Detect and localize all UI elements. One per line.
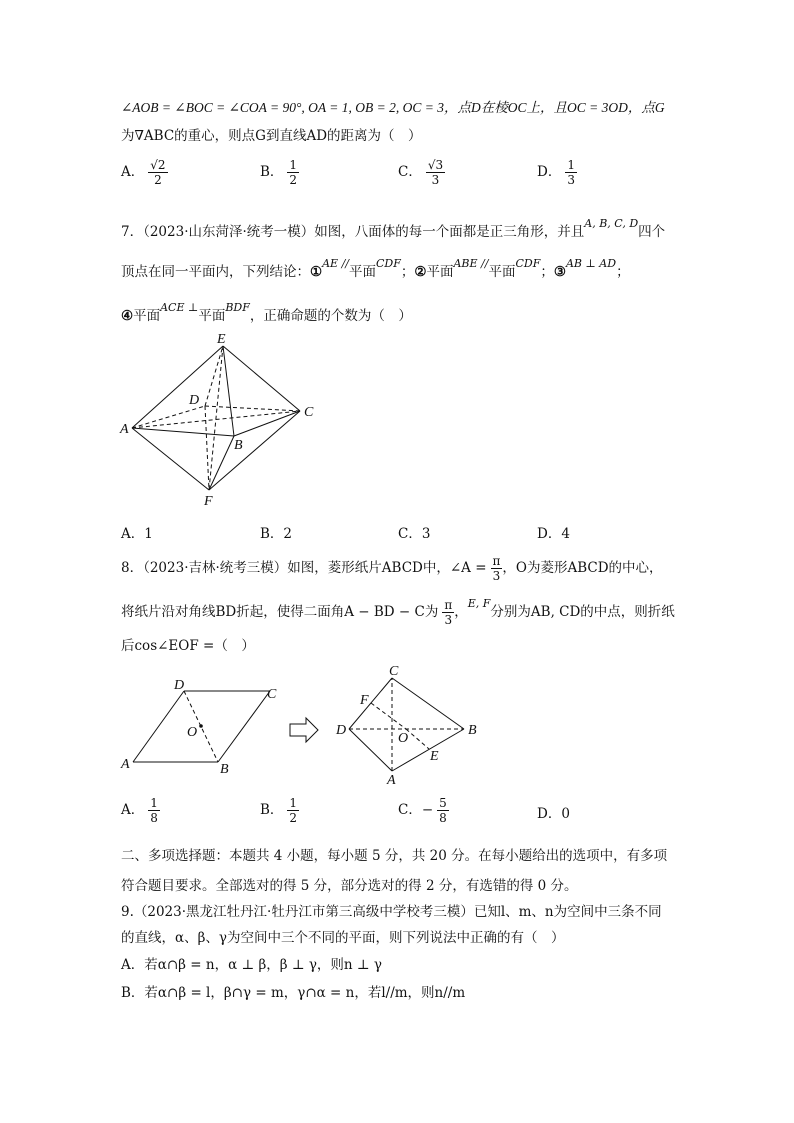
q8-option-a[interactable]: A． $\frac{1}{8}$ bbox=[121, 796, 158, 825]
q8-fold-figure bbox=[110, 660, 500, 790]
rhombus-BC bbox=[218, 691, 270, 762]
q6-option-d[interactable]: D． $\frac{1}{3}$ bbox=[537, 158, 575, 187]
edge-EF bbox=[209, 346, 223, 490]
label-fig2-A: A bbox=[387, 773, 396, 788]
edge-AE bbox=[132, 346, 223, 428]
q8-stem-line1: 8．（2023·吉林·统考三模）如图，菱形纸片ABCD中，∠A = $\frac{\pi}{3}$ ，O为菱形ABCD的中心， bbox=[121, 554, 663, 583]
q9-option-b[interactable]: B．若α∩β = l，β∩γ = m，γ∩α = n，若l//m，则n//m bbox=[121, 985, 466, 1001]
edge-CF bbox=[209, 411, 300, 490]
label-D: D bbox=[189, 393, 200, 408]
folded-FO bbox=[371, 703, 406, 729]
label-fig2-O: O bbox=[398, 731, 409, 746]
label-E: E bbox=[217, 332, 226, 347]
edge-EC bbox=[223, 346, 300, 411]
q8-stem-line2: 将纸片沿对角线BD折起，使得二面角A − BD − C为 $\frac{\pi}{3}$ ，$^{E, F}$分别为AB, CD的中点，则折纸 bbox=[121, 597, 675, 627]
edge-DF bbox=[205, 406, 209, 490]
q6-stem-line2: 为∇ABC的重心，则点G到直线AD的距离为（ ） bbox=[121, 128, 422, 144]
edge-EB bbox=[223, 346, 234, 436]
q6-option-a[interactable]: A． $\frac{√2}{2}$ bbox=[121, 158, 166, 187]
label-B: B bbox=[234, 438, 243, 453]
label-fig2-E: E bbox=[430, 749, 439, 764]
q7-octahedron-figure bbox=[110, 330, 350, 510]
q8-stem-line3: 后cos∠EOF =（ ） bbox=[121, 638, 255, 654]
edge-BF bbox=[209, 436, 234, 490]
label-fig1-D: D bbox=[174, 678, 185, 693]
q9-option-a[interactable]: A．若α∩β = n，α ⊥ β，β ⊥ γ，则n ⊥ γ bbox=[121, 957, 382, 973]
q7-stem-line2: 顶点在同一平面内，下列结论：①$^{AE //}$平面$^{CDF}$；②平面$^{ABE //}$平面$^{CDF}$；③$^{AB \perp AD}$； bbox=[121, 257, 630, 280]
q7-option-b[interactable]: B．2 bbox=[260, 526, 293, 542]
q7-option-a[interactable]: A．1 bbox=[121, 526, 153, 542]
label-fig1-C: C bbox=[267, 687, 277, 702]
section2-heading-line2: 符合题目要求。全部选对的得 5 分，部分选对的得 2 分，有选错的得 0 分。 bbox=[121, 878, 578, 894]
label-fig2-D: D bbox=[336, 723, 347, 738]
q8-option-c[interactable]: C．− $\frac{5}{8}$ bbox=[398, 796, 447, 825]
arrow-icon bbox=[290, 718, 318, 742]
edge-AB bbox=[132, 428, 234, 436]
label-fig1-A: A bbox=[121, 757, 130, 772]
rhombus-center-dot bbox=[199, 724, 203, 728]
edge-DC bbox=[205, 406, 300, 411]
label-fig2-C: C bbox=[389, 664, 399, 679]
q7-option-c[interactable]: C．3 bbox=[398, 526, 431, 542]
q9-stem-line1: 9.（2023·黑龙江牡丹江·牡丹江市第三高级中学校考三模）已知l、m、n为空间中三条不同 bbox=[121, 904, 662, 920]
q6-stem-line1: ∠AOB = ∠BOC = ∠COA = 90°, OA = 1, OB = 2, OC = 3，点D在棱OC上，且OC = 3OD，点G bbox=[121, 100, 665, 115]
folded-OE bbox=[406, 729, 429, 749]
q6-option-c[interactable]: C． $\frac{√3}{3}$ bbox=[398, 158, 444, 187]
q6-option-b[interactable]: B． $\frac{1}{2}$ bbox=[260, 158, 298, 187]
label-A: A bbox=[120, 422, 129, 437]
folded-DA bbox=[349, 729, 392, 771]
q8-option-b[interactable]: B． $\frac{1}{2}$ bbox=[260, 796, 298, 825]
folded-CB bbox=[392, 678, 464, 729]
label-F: F bbox=[204, 494, 213, 509]
rhombus-DA bbox=[133, 691, 184, 762]
edge-AF bbox=[132, 428, 209, 490]
label-fig1-O: O bbox=[187, 725, 198, 740]
section2-heading-line1: 二、多项选择题：本题共 4 小题，每小题 5 分，共 20 分。在每小题给出的选项中，有多项 bbox=[121, 848, 668, 864]
q7-stem-line3: ④平面$^{ACE \perp}$平面$^{BDF}$，正确命题的个数为（ ） bbox=[121, 301, 412, 324]
q8-option-d[interactable]: D．0 bbox=[537, 806, 570, 822]
label-fig2-B: B bbox=[468, 723, 477, 738]
label-C: C bbox=[304, 405, 314, 420]
folded-DC bbox=[349, 678, 392, 729]
q7-option-d[interactable]: D．4 bbox=[537, 526, 570, 542]
label-fig1-B: B bbox=[220, 762, 229, 777]
label-fig2-F: F bbox=[360, 693, 369, 708]
q7-stem-line1: 7．（2023·山东菏泽·统考一模）如图，八面体的每一个面都是正三角形，并且$^{A, B, C, D}$四个 bbox=[121, 217, 666, 240]
q9-stem-line2: 的直线，α、β、γ为空间中三个不同的平面，则下列说法中正确的有（ ） bbox=[121, 930, 565, 946]
